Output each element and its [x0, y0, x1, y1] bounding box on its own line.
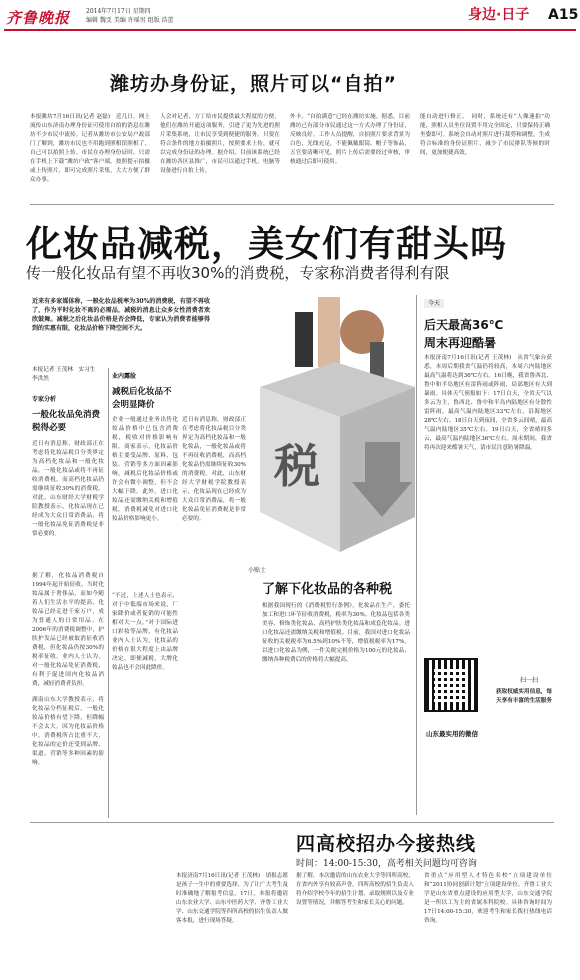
- article-body: 能自动进行修正。 同时，系统还有“人像速拍”功能，照相人员坐位设置不用完全固定，只要保持正确坐姿即可。系统会自动对照片进行裁剪和调整，生成符合标准的身份证照片，减少了市民排队等候的时间，更加便捷高效。: [420, 114, 550, 156]
- qr-code[interactable]: [426, 660, 476, 710]
- weather-body: 本报济南7月16日讯(记者 王茂林) 从省气象台获悉，本周后期我省气温仍将较高，本周六内陆地区最高气温将达到36℃左右。16日晚，我省鲁西北、鲁中和半岛地区有雷阵雨或阵雨，局部地区有大到暴雨。具体天气预报如下：17日白天，全省天气以多云为主，鲁西北、鲁中和半岛内陆地区有分散性雷阵雨，最高气温内陆地区33℃左右，沿海地区28℃左右。18日白天到夜间，全省多云间晴，最高气温内陆地区35℃左右。19日白天，全省晴间多云，最高气温内陆地区36℃左右。周末期间，我省将再次迎来酷暑天气，请市民注意防暑降温。: [424, 355, 552, 451]
- article-body: 据了解，化妆品消费税自1994年起开始征收，当时化妆品属于奢侈品，而如今随着人们生活水平的提高，化妆品已经走进千家万户，成为普通人的日常用品。在2006年的消费税调整中，护肤护发品已经被取消征收消费税，但化妆品仍按30%的税率征收。业内人士认为，对一般化妆品免征消费税，有利于促进国内化妆品消费，减轻消费者负担。: [32, 573, 104, 687]
- article-body: 近日有消息称，财政部正在考虑将化妆品税目分类界定为高档化妆品和一般化妆品，一般化妆品或将不再征收消费税，而高档化妆品仍需继续征收30%的消费税。对此，山东财经大学财税学院教授表示，化妆品现在已经成为大众日常消费品，将一般化妆品免征消费税是非常必要的。: [182, 417, 246, 522]
- article-subheadline: 传一般化妆品有望不再收30%的消费税，专家称消费者得利有限: [26, 264, 450, 282]
- article-body: 企业一般通过业务出售化妆品价格中已包含消费税，税收对价格影响有限。商家表示，化妆品价格主要受品牌、原料、包装、营销等多方面因素影响，减税后化妆品价格或许会有微小调整，但不会大幅下降。此外，进口化妆品还需缴纳关税和增值税，消费税减免对进口化妆品价格影响更小。: [112, 417, 178, 522]
- tax-character: 税: [274, 439, 320, 493]
- page-number: A15: [548, 7, 579, 23]
- tax-explainer: 根据我国现行的《消费税暂行条例》，化妆品在生产、委托加工和进口环节征收消费税，税率为30%。化妆品包括各类美容、修饰类化妆品，高档护肤类化妆品和成套化妆品。进口化妆品还需缴纳关税和增值税。目前，我国对进口化妆品征收的关税税率为6.5%到10%不等，增值税税率为17%。以进口化妆品为例，一件关税完税价格为100元的化妆品，缴纳各种税费后的价格将大幅提高。: [262, 603, 410, 663]
- qr-caption: 山东最实用的微信: [426, 730, 478, 738]
- subhead: 减税后化妆品不会明显降价: [112, 387, 172, 410]
- article-body: 外卡，“自拍满意”已经在潍坊实施。据悉，目前潍坊已有部分市民通过这一方式办理了身份证，反映良好。工作人员提醒，自拍照片要求背景为白色，光线充足，不能佩戴眼镜、帽子等饰品，五官要清晰可见，照片上传后需要经过审核，审核通过后即可使用。: [290, 114, 410, 165]
- article-body: 据了解，本次邀请的山东农业大学等四所高校，在省内外享有较高声誉。四所高校的招生负责人将介绍学校今年的招生计划、录取规则以及专业设置等情况，并解答考生和家长关心的问题。: [296, 873, 414, 906]
- article-body: 近日有消息称，财政部正在考虑将化妆品税目分类界定为高档化妆品和一般化妆品，一般化妆品或将不再征收消费税，而高档化妆品仍需继续征收30%的消费税。对此，山东财经大学财税学院教授表示，化妆品现在已经成为大众日常消费品，将一般化妆品免征消费税是非常必要的。: [32, 441, 104, 537]
- article-subheadline: 时间：14:00-15:30，高考相关问题均可咨询: [296, 859, 477, 869]
- section-tag: 业内露脸: [112, 373, 137, 380]
- article-body: 人会对记者，方丁给市民提供最大程度的方便，他们在潍坊开通这项服务，引进了更为先进的照片采集系统，让市民享受到便捷的服务。只要在符合条件的地方拍摄照片，按照要求上传，就可以完成身份证的办理。据介绍，目前该系统已经在潍坊各区县推广，市民可以通过手机、电脑等设备进行自拍上传。: [160, 114, 280, 174]
- column-rule: [108, 368, 109, 818]
- byline: 本报记者 王茂林 实习生 李洪然: [32, 367, 96, 382]
- cartoon-tag: 小贴士: [248, 567, 267, 574]
- article-body: 本报潍坊7月16日讯(记者 赵磊) 近几日，网上流传山东济南办理身份证可使用自拍的消息在潍坊不少市民中流传。记者从潍坊市公安局户政部门了解到，潍坊市民也不用跑到照相馆照相了，自己可以拍照上传。市民在办理身份证时，只需在手机上下载“潍坊户政”客户端，按照提示拍摄或上传照片，即可完成照片采集，大大方便了群众办事。: [30, 114, 150, 183]
- issue-date: 2014年7月17日 星期四: [86, 8, 151, 15]
- weather-headline: 周末再迎酷暑: [424, 336, 497, 350]
- weather-headline: 后天最高36℃: [424, 318, 504, 332]
- article-headline: 化妆品减税，美女们有甜头吗: [26, 224, 508, 265]
- editor-credits: 编辑 魏爻 美编 许瑶男 组版 浩蕾: [86, 17, 174, 24]
- section-name: 身边·日子: [468, 7, 530, 23]
- qr-scan-label: 扫一扫: [520, 677, 539, 684]
- article-body: “不过，上述人士也表示，对于中低端市场来说，厂家降价或者促销的可能性相对大一点。”对于国际进口彩妆等品牌，有化妆品业内人士认为，化妆品的价格在很大程度上由品牌决定，即便减税，大牌化妆品也不会因此降价。: [112, 593, 178, 671]
- article-body: 省重点“应用型人才特色名校”立项建设单位和“2011协同创新计划”立项建设单位。齐鲁工业大学是山东省重点建设的应用型大学，山东交通学院是一所以工为主的省属本科院校。具体咨询时间为17日14:00-15:30，欢迎考生和家长拨打热线电话咨询。: [424, 873, 552, 924]
- article-headline: 潍坊办身份证，照片可以“自拍”: [110, 73, 397, 95]
- article-body: 本报济南7月16日讯(记者 王茂林) 填报志愿是孩子一生中的重要选择，为了让广大考生及时准确地了解报考信息，17日，本报将邀请山东农业大学、山东中医药大学、齐鲁工业大学、山东交通学院等四所高校的招生负责人做客本报，进行现场答疑。: [176, 873, 288, 924]
- article-body: 湖南山东大学教授表示，将化妆品分档征税后，一般化妆品价格有望下降，但降幅不会太大。因为化妆品价格中，消费税所占比重不大，化妆品的定价还受到品牌、渠道、营销等多种因素的影响。: [32, 697, 104, 766]
- caption-headline: 了解下化妆品的各种税: [262, 582, 393, 597]
- divider: [30, 204, 554, 205]
- weather-tag: 今天: [424, 299, 444, 308]
- article-headline: 四高校招办今接热线: [296, 833, 477, 855]
- tax-box-graphic: [240, 292, 430, 562]
- column-rule: [416, 295, 417, 815]
- article-lead: 近来有多家媒体称，一般化妆品税率为30%的消费税，有望不再收了，作为平时化妆不离的必需品，减税的消息让众多女性消费者欢欣鼓舞。减税之后化妆品价格是否会降低，专家认为消费者能够得到的实惠有限，化妆品价格下降空间不大。: [32, 298, 210, 332]
- subhead: 一般化妆品免消费税得必要: [32, 410, 101, 433]
- masthead-rule: [4, 29, 576, 31]
- newspaper-logo: 齐鲁晚报: [6, 9, 71, 27]
- divider: [30, 822, 554, 823]
- cosmetics-box-illustration: [240, 292, 430, 562]
- qr-description: 获取权威实用信息，每天享有丰富的生活服务: [496, 689, 552, 704]
- section-tag: 专家分析: [32, 396, 57, 403]
